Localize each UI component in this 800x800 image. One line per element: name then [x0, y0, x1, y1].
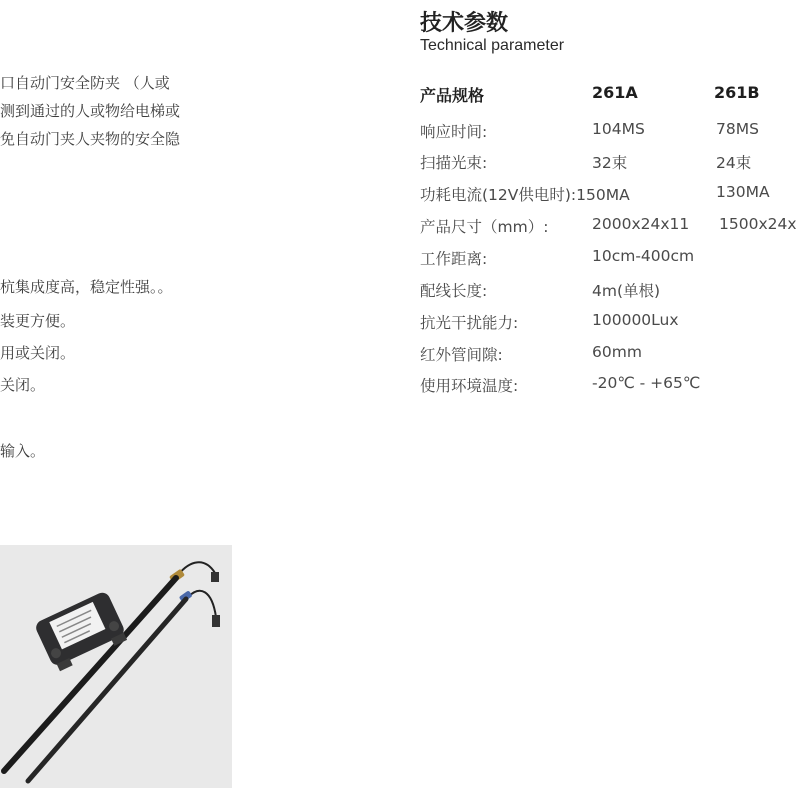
feature-line-1: 杭集成度高，稳定性强。。 — [0, 278, 173, 296]
spec-row-label: 配线长度: — [420, 282, 488, 300]
light-curtain-product-photo-icon — [0, 545, 232, 788]
spec-header-model-b: 261B — [714, 83, 760, 102]
spec-row-value-a: 60mm — [592, 343, 642, 361]
spec-row-value-b: 78MS — [716, 120, 759, 138]
spec-title-cn: 技术参数 — [420, 11, 509, 36]
spec-row-label: 红外管间隙: — [420, 346, 503, 364]
spec-row-label: 使用环境温度: — [420, 377, 519, 395]
spec-row-value-a: 32束 — [592, 154, 628, 172]
feature-line-2: 装更方便。 — [0, 312, 76, 330]
spec-row-value-b: 130MA — [716, 183, 770, 201]
spec-row-label: 响应时间: — [420, 123, 488, 141]
spec-row-value-a: 4m(单根) — [592, 282, 661, 300]
spec-row-value-b: 1500x24x — [719, 215, 797, 233]
spec-row-value-a: 10cm-400cm — [592, 247, 695, 265]
spec-row-label: 抗光干扰能力: — [420, 314, 519, 332]
spec-row-value-a: 2000x24x11 — [592, 215, 690, 233]
spec-title-en: Technical parameter — [420, 37, 565, 54]
feature-line-5: 输入。 — [0, 442, 46, 460]
spec-header-model-a: 261A — [592, 83, 638, 102]
feature-line-4: 关闭。 — [0, 376, 46, 394]
spec-row-label: 功耗电流(12V供电时):150MA — [420, 186, 630, 204]
spec-row-value-a: 104MS — [592, 120, 645, 138]
spec-row-value-b: 24束 — [716, 154, 752, 172]
product-photo — [0, 545, 232, 788]
spec-row-value-a: 100000Lux — [592, 311, 679, 329]
spec-row-value-a: -20℃ - +65℃ — [592, 374, 701, 392]
feature-line-3: 用或关闭。 — [0, 344, 76, 362]
spec-row-label: 扫描光束: — [420, 154, 488, 172]
intro-line-2: 测到通过的人或物给电梯或 — [0, 102, 181, 120]
spec-row-label: 工作距离: — [420, 250, 488, 268]
spec-header-label: 产品规格 — [420, 86, 485, 105]
intro-line-3: 免自动门夹人夹物的安全隐 — [0, 130, 181, 148]
intro-line-1: 口自动门安全防夹 （人或 — [0, 74, 170, 92]
spec-row-label: 产品尺寸（mm）: — [420, 218, 549, 236]
